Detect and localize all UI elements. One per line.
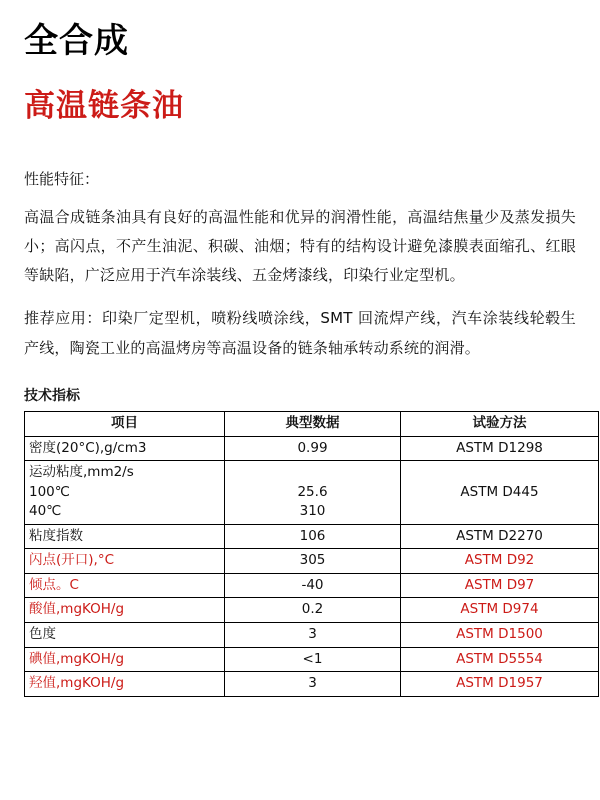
cell-method: ASTM D974 [401,598,599,623]
page-subtitle: 高温链条油 [24,88,184,125]
features-heading: 性能特征： [24,169,100,188]
cell-item: 色度 [25,623,225,648]
table-row [25,672,599,697]
page-title: 全合成 [24,21,129,61]
table-header-method: 试验方法 [401,411,599,436]
cell-value: 0.2 [225,598,401,623]
table-header-item: 项目 [25,411,225,436]
cell-item: 碘值,mgKOH/g [25,647,225,672]
cell-value: 3 [225,623,401,648]
table-row [25,524,599,549]
cell-value: 0.99 [225,436,401,461]
cell-method: ASTM D1957 [401,672,599,697]
cell-item: 运动粘度,mm2/s 100℃ 40℃ [25,461,225,525]
table-row [25,623,599,648]
cell-value: 3 [225,672,401,697]
cell-method: ASTM D445 [401,461,599,525]
table-row [25,573,599,598]
table-row [25,549,599,574]
cell-method: ASTM D97 [401,573,599,598]
cell-method: ASTM D1500 [401,623,599,648]
table-row [25,461,599,525]
cell-method: ASTM D1298 [401,436,599,461]
cell-value: 305 [225,549,401,574]
cell-item: 倾点。C [25,573,225,598]
cell-method: ASTM D92 [401,549,599,574]
table-row [25,598,599,623]
cell-value: 25.6 310 [225,461,401,525]
cell-value: -40 [225,573,401,598]
cell-item: 粘度指数 [25,524,225,549]
cell-item: 酸值,mgKOH/g [25,598,225,623]
table-body [25,436,599,696]
cell-item: 闪点(开口),°C [25,549,225,574]
cell-value: <1 [225,647,401,672]
features-paragraph: 高温合成链条油具有良好的高温性能和优异的润滑性能，高温结焦量少及蒸发损失小；高闪点，不产生油泥、积碳、油烟；特有的结构设计避免漆膜表面缩孔、红眼等缺陷，广泛应用于汽车涂装线、五金烤漆线，印染行业定型机。 [24,207,576,285]
cell-value: 106 [225,524,401,549]
table-header-row [25,411,599,436]
cell-item: 密度(20°C),g/cm3 [25,436,225,461]
application-paragraph: 推荐应用：印染厂定型机，喷粉线喷涂线，SMT 回流焊产线，汽车涂装线轮毂生产线，陶瓷工业的高温烤房等高温设备的链条轴承转动系统的润滑。 [24,309,576,357]
cell-method: ASTM D5554 [401,647,599,672]
spec-table [24,411,599,697]
cell-item: 羟值,mgKOH/g [25,672,225,697]
spec-table-heading: 技术指标 [24,387,80,404]
table-row [25,647,599,672]
cell-method: ASTM D2270 [401,524,599,549]
table-header-value: 典型数据 [225,411,401,436]
table-row [25,436,599,461]
